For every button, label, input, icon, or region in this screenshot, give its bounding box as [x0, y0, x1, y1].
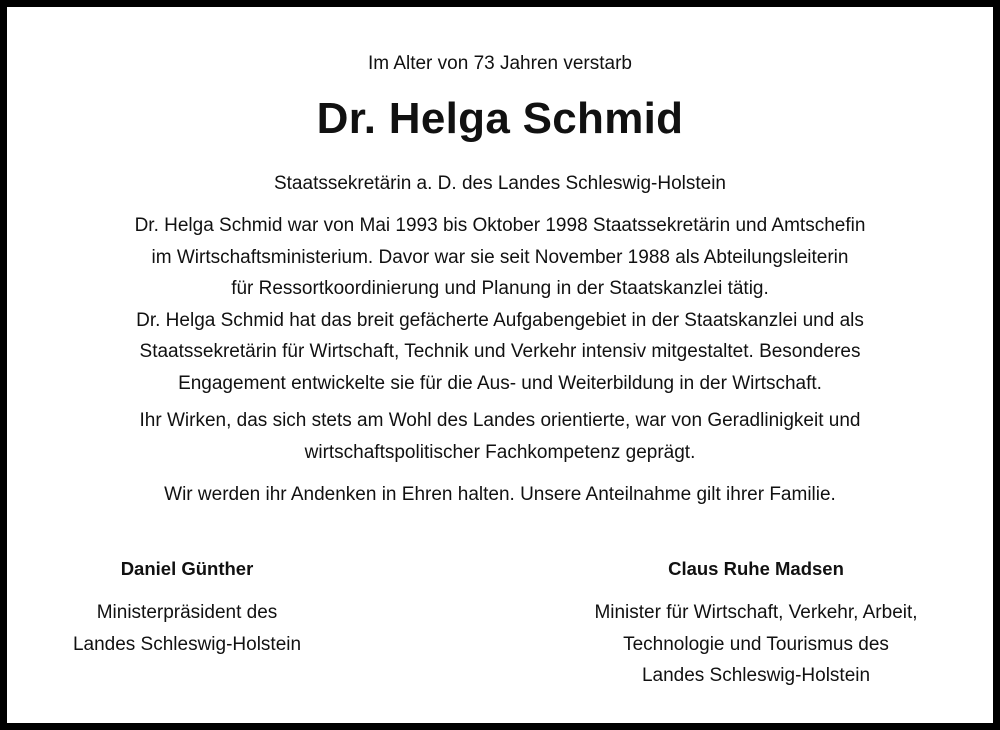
signatory-left	[29, 553, 345, 660]
role-line: Technologie und Tourismus des	[623, 633, 889, 655]
condolence-paragraph	[7, 479, 993, 511]
signatory-name: Daniel Günther	[120, 558, 254, 579]
role-line: Ministerpräsident des	[96, 602, 278, 623]
paragraph-line: für Ressortkoordinierung und Planung in der Staatskanzlei tätig.	[231, 278, 769, 299]
paragraph-line: Staatssekretärin für Wirtschaft, Technik und Verkehr intensiv mitgestaltet. Besonderes	[139, 341, 861, 362]
role-line: Landes Schleswig-Holstein	[641, 665, 871, 686]
signatory-role	[29, 597, 345, 660]
deceased-title: Staatssekretärin a. D. des Landes Schleswig-Holstein	[273, 173, 726, 194]
paragraph-line: im Wirtschaftsministerium. Davor war sie seit November 1988 als Abteilungsleiterin	[151, 246, 849, 268]
signatory-role	[537, 597, 975, 692]
paragraph-line: Engagement entwickelte sie für die Aus- und Weiterbildung in der Wirtschaft.	[178, 372, 822, 394]
deceased-name: Dr. Helga Schmid	[316, 94, 684, 143]
paragraph-line: wirtschaftspolitischer Fachkompetenz geprägt.	[304, 441, 696, 463]
paragraph-line: Dr. Helga Schmid war von Mai 1993 bis Oktober 1998 Staatssekretärin und Amtschefin	[134, 215, 866, 236]
role-line: Minister für Wirtschaft, Verkehr, Arbeit,	[594, 602, 918, 623]
tribute-paragraph	[7, 405, 993, 468]
role-line: Landes Schleswig-Holstein	[72, 633, 302, 655]
signatory-right	[537, 553, 975, 692]
signatory-name: Claus Ruhe Madsen	[668, 558, 844, 579]
paragraph-line: Dr. Helga Schmid hat das breit gefächerte Aufgabengebiet in der Staatskanzlei und als	[136, 309, 864, 331]
paragraph-line: Wir werden ihr Andenken in Ehren halten. Unsere Anteilnahme gilt ihrer Familie.	[164, 484, 836, 505]
intro-text: Im Alter von 73 Jahren verstarb	[367, 53, 632, 74]
paragraph-line: Ihr Wirken, das sich stets am Wohl des Landes orientierte, war von Geradlinigkeit und	[139, 410, 861, 431]
biography-paragraph	[7, 210, 993, 399]
obituary-notice	[7, 7, 993, 723]
